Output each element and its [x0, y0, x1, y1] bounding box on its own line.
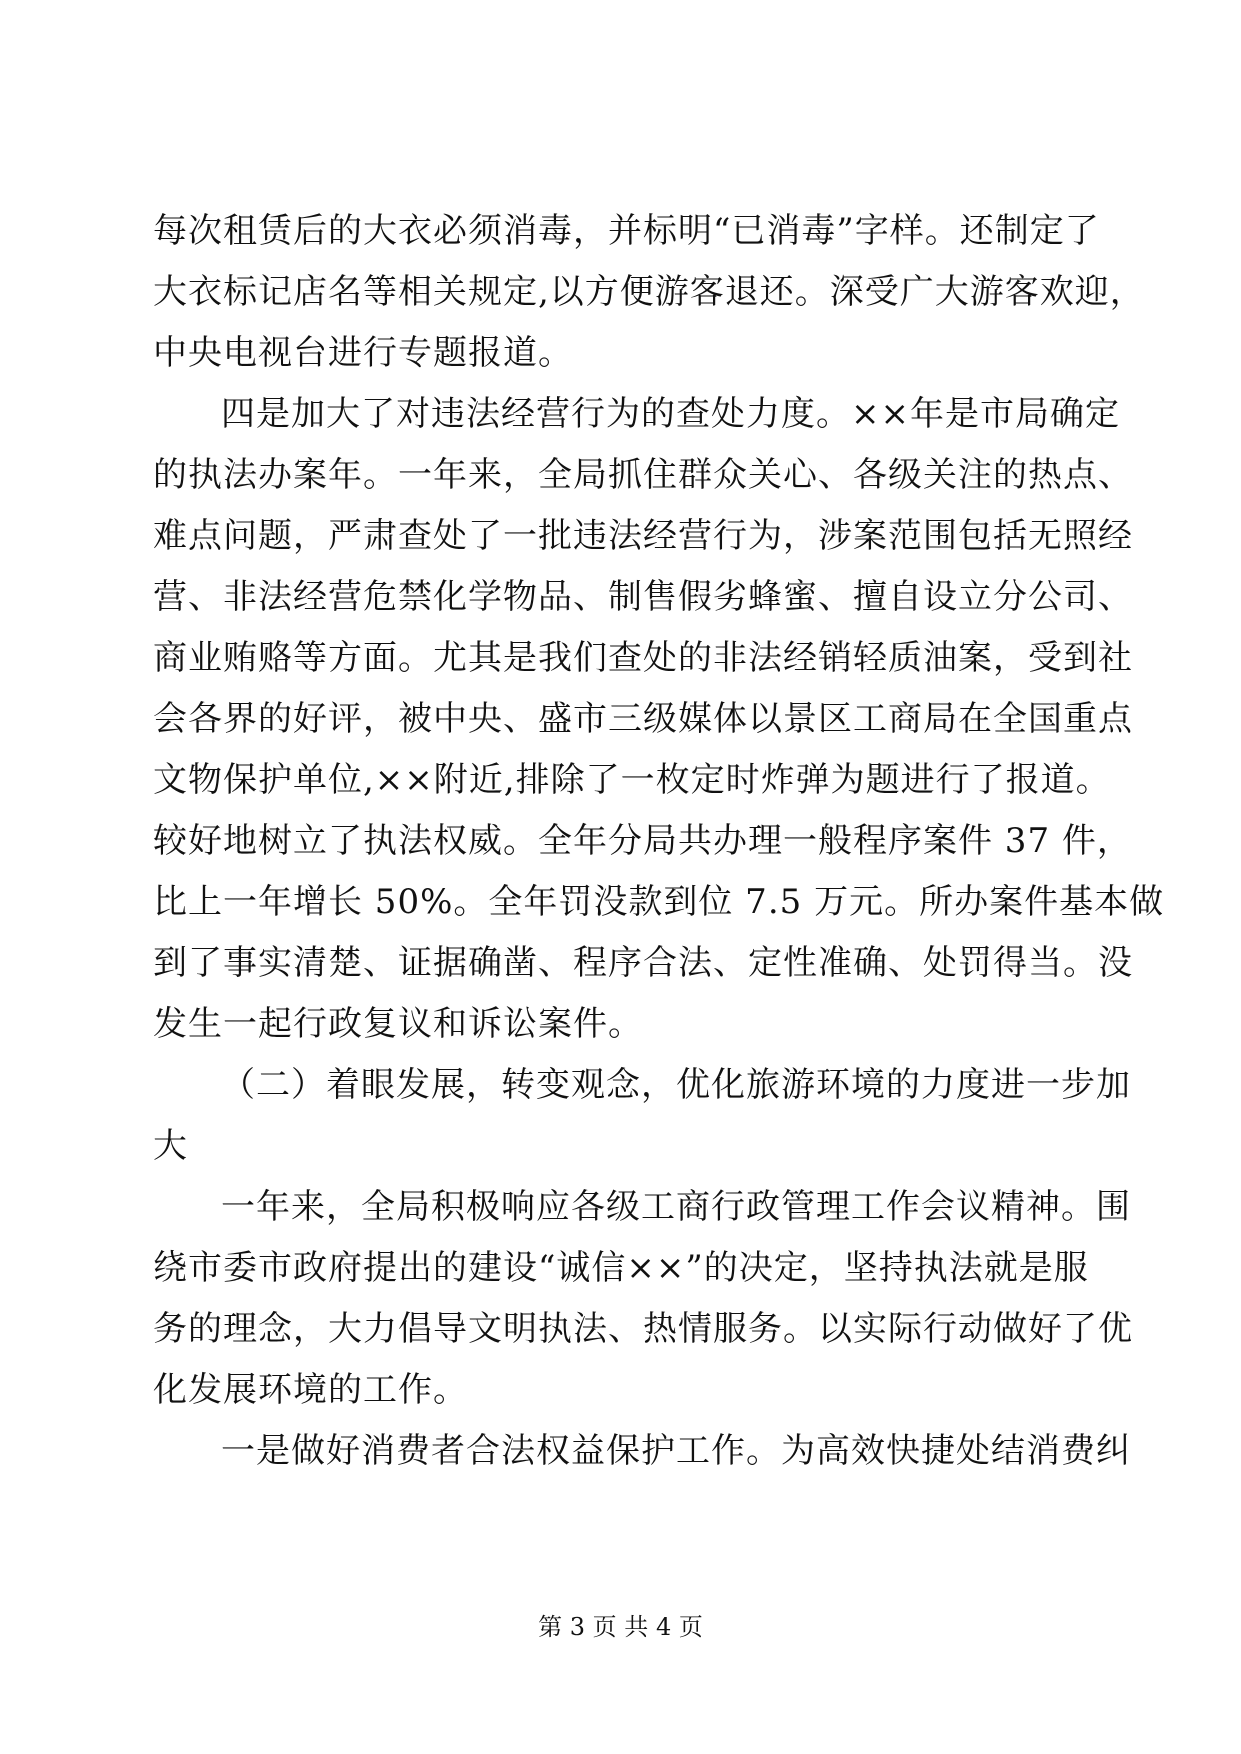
text-line: 比上一年增长 50%。全年罚没款到位 7.5 万元。所办案件基本做: [153, 882, 1165, 922]
paragraph-law-enforcement: [153, 384, 1165, 1055]
heading-line: 大: [153, 1126, 188, 1166]
text-line: 化发展环境的工作。: [153, 1370, 468, 1410]
page-number-footer: 第 3 页 共 4 页: [538, 1613, 703, 1641]
text-line: 每次租赁后的大衣必须消毒，并标明“已消毒”字样。还制定了: [153, 211, 1100, 251]
text-line: 四是加大了对违法经营行为的查处力度。××年是市局确定: [221, 394, 1120, 434]
paragraph-consumer-rights: [153, 1421, 1131, 1482]
text-line: 中央电视台进行专题报道。: [153, 333, 573, 373]
text-line: 到了事实清楚、证据确凿、程序合法、定性准确、处罚得当。没: [153, 943, 1133, 983]
text-line: 商业贿赂等方面。尤其是我们查处的非法经销轻质油案，受到社: [153, 638, 1133, 678]
text-line: 会各界的好评，被中央、盛市三级媒体以景区工商局在全国重点: [153, 699, 1133, 739]
text-line: 较好地树立了执法权威。全年分局共办理一般程序案件 37 件，: [153, 821, 1132, 861]
text-line: 大衣标记店名等相关规定,以方便游客退还。深受广大游客欢迎，: [153, 272, 1145, 312]
text-line: 绕市委市政府提出的建设“诚信××”的决定，坚持执法就是服: [153, 1248, 1089, 1288]
text-line: 的执法办案年。一年来，全局抓住群众关心、各级关注的热点、: [153, 455, 1133, 495]
document-body: [153, 201, 1165, 1482]
heading-line: （二）着眼发展，转变观念，优化旅游环境的力度进一步加: [221, 1065, 1131, 1105]
paragraph-coat-rental: [153, 201, 1145, 384]
text-line: 务的理念，大力倡导文明执法、热情服务。以实际行动做好了优: [153, 1309, 1133, 1349]
text-line: 发生一起行政复议和诉讼案件。: [153, 1004, 643, 1044]
text-line: 难点问题，严肃查处了一批违法经营行为，涉案范围包括无照经: [153, 516, 1133, 556]
paragraph-service-environment: [153, 1177, 1133, 1421]
text-line: 一年来，全局积极响应各级工商行政管理工作会议精神。围: [221, 1187, 1131, 1227]
text-line: 文物保护单位,××附近,排除了一枚定时炸弹为题进行了报道。: [153, 760, 1111, 800]
text-line: 营、非法经营危禁化学物品、制售假劣蜂蜜、擅自设立分公司、: [153, 577, 1133, 617]
section-heading: [153, 1055, 1131, 1177]
text-line: 一是做好消费者合法权益保护工作。为高效快捷处结消费纠: [221, 1431, 1131, 1471]
